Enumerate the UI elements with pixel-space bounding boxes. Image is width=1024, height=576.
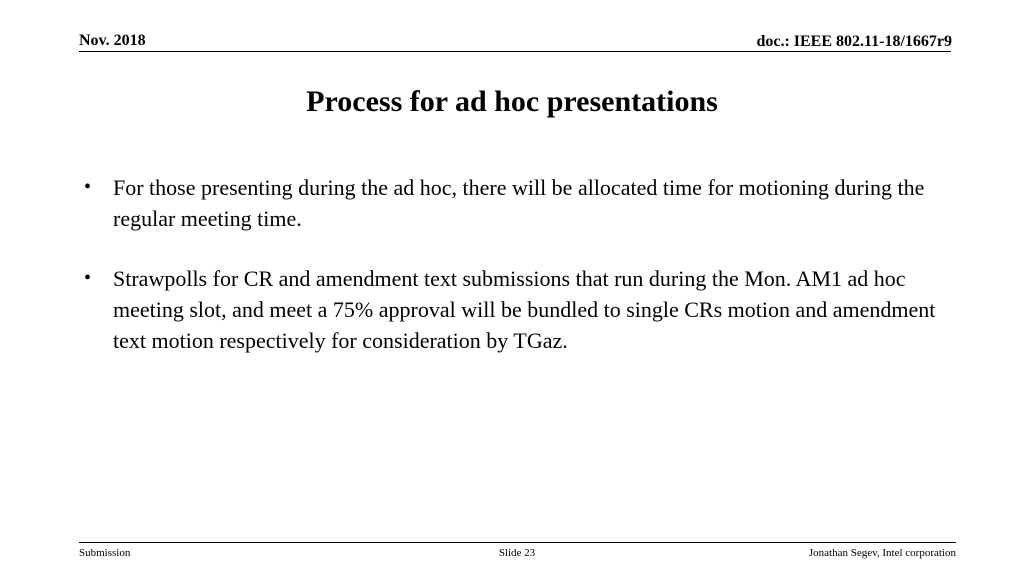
header-divider bbox=[79, 51, 951, 52]
bullet-item bbox=[82, 263, 942, 356]
bullet-marker: • bbox=[84, 176, 92, 198]
slide-title: Process for ad hoc presentations bbox=[306, 85, 718, 118]
footer-divider bbox=[79, 542, 956, 543]
footer-submission: Submission bbox=[79, 547, 131, 559]
footer-slide-number: Slide 23 bbox=[498, 547, 536, 559]
bullet-marker: • bbox=[84, 267, 92, 289]
header-doc-id: doc.: IEEE 802.11-18/1667r9 bbox=[756, 33, 952, 50]
header-date: Nov. 2018 bbox=[79, 32, 146, 49]
bullet-list bbox=[82, 172, 942, 385]
bullet-item bbox=[82, 172, 942, 234]
footer-author: Jonathan Segev, Intel corporation bbox=[808, 547, 956, 559]
bullet-text: For those presenting during the ad hoc, there will be allocated time for motioning during the regular meeting time. bbox=[113, 175, 925, 231]
bullet-text: Strawpolls for CR and amendment text submissions that run during the Mon. AM1 ad hoc meeting slot, and meet a 75% approval will be bundled to single CRs motion and amendment text motion respectively for consideration by TGaz. bbox=[113, 266, 936, 353]
